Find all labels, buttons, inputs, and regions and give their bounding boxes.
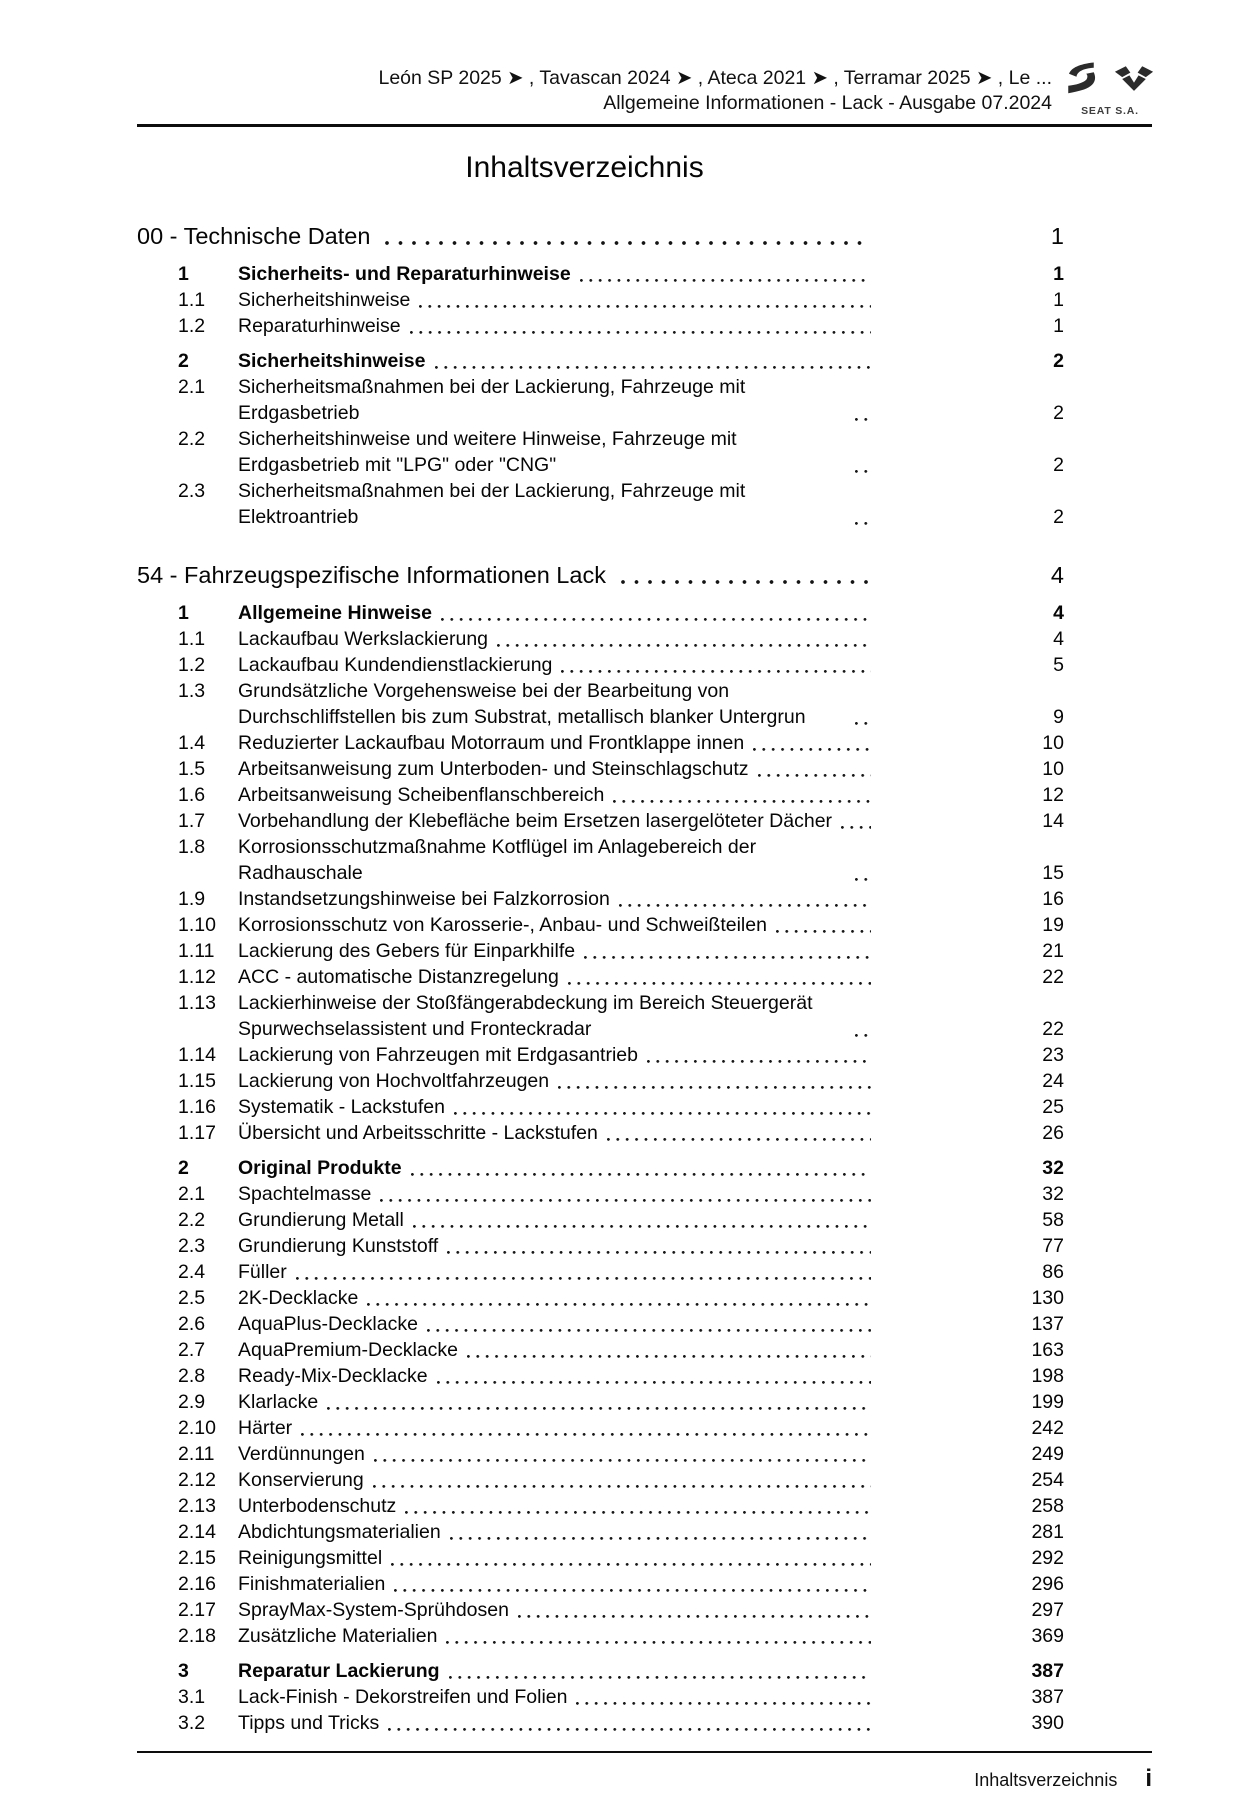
entry-number: 2: [178, 1157, 189, 1179]
entry-page-number: 281: [1031, 1521, 1064, 1543]
entry-page-number: 137: [1031, 1313, 1064, 1335]
entry-page-number: 254: [1031, 1469, 1064, 1491]
dot-leader: [758, 774, 871, 777]
toc-entry-row: [137, 1363, 1152, 1389]
toc-entry-row: [137, 1068, 1152, 1094]
entry-page-number: 387: [1031, 1660, 1064, 1682]
entry-number: 1.11: [178, 940, 215, 962]
entry-title: Systematik - Lackstufen: [238, 1096, 445, 1118]
toc-entry-row: [137, 1467, 1152, 1493]
chapter-label: 00 - Technische Daten: [137, 223, 371, 249]
entry-number: 1.6: [178, 784, 206, 806]
entry-title: Grundierung Metall: [238, 1209, 404, 1231]
entry-page-number: 242: [1031, 1417, 1064, 1439]
entry-number: 1.3: [178, 680, 206, 702]
entry-page-number: 2: [1053, 350, 1064, 372]
toc-entry-row: [137, 1545, 1152, 1571]
entry-title: Sicherheitshinweise: [238, 350, 426, 372]
entry-page-number: 258: [1031, 1495, 1064, 1517]
entry-number: 2.6: [178, 1313, 206, 1335]
toc-entry-row: [137, 1684, 1152, 1710]
dot-leader: [584, 956, 871, 959]
entry-title: Finishmaterialien: [238, 1573, 386, 1595]
dot-leader: [367, 1303, 871, 1306]
dot-leader: [447, 1251, 871, 1254]
entry-title: SprayMax-System-Sprühdosen: [238, 1599, 509, 1621]
toc-entry-row: [137, 1337, 1152, 1363]
page-header: [137, 0, 1152, 117]
toc-entry-row: [137, 478, 1152, 530]
entry-title: Arbeitsanweisung zum Unterboden- und Steinschlagschutz: [238, 758, 749, 780]
toc-entry-row: [137, 1094, 1152, 1120]
entry-page-number: 199: [1031, 1391, 1064, 1413]
entry-page-number: 296: [1031, 1573, 1064, 1595]
toc-entry-row: [137, 287, 1152, 313]
toc-entry-row: [137, 990, 1152, 1042]
entry-title: Unterbodenschutz: [238, 1495, 397, 1517]
toc: [137, 220, 1152, 1736]
chapter-page-number: 1: [1050, 223, 1064, 249]
entry-page-number: 4: [1053, 602, 1064, 624]
entry-number: 1.1: [178, 628, 206, 650]
entry-title: Arbeitsanweisung Scheibenflanschbereich: [238, 784, 605, 806]
entry-title: Sicherheitsmaßnahmen bei der Lackierung, Fahrzeuge mit Erdgasbetrieb: [238, 376, 746, 424]
toc-entry-row: [137, 1519, 1152, 1545]
header-text: [378, 66, 1052, 116]
entry-title: Sicherheitsmaßnahmen bei der Lackierung, Fahrzeuge mit Elektroantrieb: [238, 480, 746, 528]
toc-entry-row: [137, 1233, 1152, 1259]
entry-page-number: 26: [1042, 1122, 1064, 1144]
dot-leader: [385, 241, 869, 245]
dot-leader: [394, 1589, 871, 1592]
header-models-line: León SP 2025 ➤ , Tavascan 2024 ➤ , Ateca 2021 ➤ , Terramar 2025 ➤ , Le ...: [378, 67, 1052, 89]
brand-logos: [1068, 60, 1152, 102]
entry-page-number: 58: [1042, 1209, 1064, 1231]
toc-chapter-row: [137, 559, 1152, 591]
entry-number: 2.3: [178, 480, 206, 502]
dot-leader: [855, 1034, 871, 1037]
entry-page-number: 1: [1053, 263, 1064, 285]
footer-label: Inhaltsverzeichnis: [974, 1770, 1118, 1790]
entry-number: 2.8: [178, 1365, 206, 1387]
entry-page-number: 2: [1053, 454, 1064, 476]
toc-entry-row: [137, 756, 1152, 782]
entry-page-number: 297: [1031, 1599, 1064, 1621]
toc-entry-row: [137, 626, 1152, 652]
dot-leader: [647, 1060, 871, 1063]
entry-title: Grundierung Kunststoff: [238, 1235, 439, 1257]
entry-page-number: 12: [1042, 784, 1064, 806]
dot-leader: [619, 904, 871, 907]
entry-page-number: 5: [1053, 654, 1064, 676]
entry-title: 2K-Decklacke: [238, 1287, 359, 1309]
entry-title: Korrosionsschutz von Karosserie-, Anbau- und Schweißteilen: [238, 914, 767, 936]
dot-leader: [855, 722, 871, 725]
dot-leader: [450, 1537, 871, 1540]
dot-leader: [373, 1485, 871, 1488]
entry-page-number: 130: [1031, 1287, 1064, 1309]
dot-leader: [435, 366, 872, 369]
dot-leader: [841, 826, 871, 829]
toc-entry-row: [137, 1181, 1152, 1207]
dot-leader: [621, 580, 869, 584]
entry-number: 2.16: [178, 1573, 216, 1595]
entry-number: 2.7: [178, 1339, 206, 1361]
entry-page-number: 23: [1042, 1044, 1064, 1066]
entry-number: 2.2: [178, 1209, 206, 1231]
entry-number: 1.13: [178, 992, 216, 1014]
seat-logo-icon: [1066, 61, 1096, 102]
entry-number: 2.9: [178, 1391, 206, 1413]
entry-number: 1.5: [178, 758, 206, 780]
entry-number: 1.9: [178, 888, 206, 910]
entry-title: Füller: [238, 1261, 287, 1283]
entry-page-number: 21: [1042, 940, 1064, 962]
entry-number: 2.5: [178, 1287, 206, 1309]
toc-entry-row: [137, 1623, 1152, 1649]
entry-number: 1.4: [178, 732, 206, 754]
dot-leader: [776, 930, 871, 933]
toc-entry-row: [137, 1259, 1152, 1285]
entry-number: 1.17: [178, 1122, 216, 1144]
entry-title: Lackierhinweise der Stoßfängerabdeckung im Bereich Steuergerät Spurwechselassistent und Fronteckradar: [238, 992, 813, 1040]
entry-title: Zusätzliche Materialien: [238, 1625, 438, 1647]
toc-entry-row: [137, 1571, 1152, 1597]
toc-entry-row: [137, 426, 1152, 478]
entry-title: Härter: [238, 1417, 293, 1439]
entry-title: Verdünnungen: [238, 1443, 365, 1465]
entry-page-number: 16: [1042, 888, 1064, 910]
toc-entry-row: [137, 1120, 1152, 1146]
entry-title: Ready-Mix-Decklacke: [238, 1365, 428, 1387]
dot-leader: [576, 1702, 871, 1705]
entry-number: 1.2: [178, 315, 206, 337]
dot-leader: [558, 1086, 871, 1089]
entry-number: 3.2: [178, 1712, 206, 1734]
entry-page-number: 10: [1042, 758, 1064, 780]
dot-leader: [855, 418, 871, 421]
toc-entry-row: [137, 1207, 1152, 1233]
entry-page-number: 198: [1031, 1365, 1064, 1387]
toc-entry-row: [137, 938, 1152, 964]
dot-leader: [855, 878, 871, 881]
entry-title: ACC - automatische Distanzregelung: [238, 966, 559, 988]
entry-number: 1.8: [178, 836, 206, 858]
entry-number: 2.15: [178, 1547, 216, 1569]
header-subtitle-line: Allgemeine Informationen - Lack - Ausgabe 07.2024: [603, 92, 1052, 114]
entry-number: 2.18: [178, 1625, 216, 1647]
entry-title: Reduzierter Lackaufbau Motorraum und Frontklappe innen: [238, 732, 745, 754]
toc-entry-row: [137, 313, 1152, 339]
entry-number: 2.12: [178, 1469, 216, 1491]
entry-number: 1.14: [178, 1044, 216, 1066]
entry-title: Vorbehandlung der Klebefläche beim Ersetzen lasergelöteter Dächer: [238, 810, 833, 832]
entry-page-number: 9: [1053, 706, 1064, 728]
entry-page-number: 369: [1031, 1625, 1064, 1647]
dot-leader: [437, 1381, 871, 1384]
entry-title: Sicherheitshinweise und weitere Hinweise, Fahrzeuge mit Erdgasbetrieb mit "LPG" oder "CNG": [238, 428, 737, 476]
entry-page-number: 292: [1031, 1547, 1064, 1569]
dot-leader: [296, 1277, 871, 1280]
entry-page-number: 387: [1031, 1686, 1064, 1708]
entry-number: 2.13: [178, 1495, 216, 1517]
entry-number: 2.3: [178, 1235, 206, 1257]
dot-leader: [441, 618, 871, 621]
entry-title: Klarlacke: [238, 1391, 319, 1413]
entry-title: Spachtelmasse: [238, 1183, 372, 1205]
entry-title: Sicherheitshinweise: [238, 289, 411, 311]
entry-title: Konservierung: [238, 1469, 364, 1491]
entry-number: 2.1: [178, 376, 206, 398]
dot-leader: [446, 1641, 871, 1644]
entry-title: AquaPlus-Decklacke: [238, 1313, 418, 1335]
toc-entry-row: [137, 1389, 1152, 1415]
dot-leader: [410, 331, 871, 334]
entry-page-number: 4: [1053, 628, 1064, 650]
entry-number: 2: [178, 350, 189, 372]
toc-entry-row: [137, 652, 1152, 678]
entry-page-number: 22: [1042, 966, 1064, 988]
dot-leader: [374, 1459, 871, 1462]
page-title: Inhaltsverzeichnis: [465, 151, 704, 184]
entry-number: 1.7: [178, 810, 206, 832]
dot-leader: [518, 1615, 871, 1618]
toc-entry-row: [137, 886, 1152, 912]
toc-entry-row: [137, 1441, 1152, 1467]
footer-page-number: i: [1145, 1765, 1152, 1792]
toc-entry-row: [137, 782, 1152, 808]
toc-entry-row: [137, 1285, 1152, 1311]
entry-number: 3: [178, 1660, 189, 1682]
toc-entry-row: [137, 1597, 1152, 1623]
entry-page-number: 249: [1031, 1443, 1064, 1465]
dot-leader: [561, 670, 871, 673]
entry-title: Abdichtungsmaterialien: [238, 1521, 441, 1543]
entry-page-number: 32: [1042, 1157, 1064, 1179]
entry-title: Reinigungsmittel: [238, 1547, 383, 1569]
entry-page-number: 1: [1053, 315, 1064, 337]
entry-title: Tipps und Tricks: [238, 1712, 380, 1734]
entry-number: 1.16: [178, 1096, 216, 1118]
toc-entry-row: [137, 1493, 1152, 1519]
dot-leader: [855, 522, 871, 525]
entry-title: Reparaturhinweise: [238, 315, 401, 337]
toc-entry-row: [137, 912, 1152, 938]
toc-section-row: [137, 1658, 1152, 1684]
toc-section-row: [137, 348, 1152, 374]
toc-entry-row: [137, 808, 1152, 834]
dot-leader: [454, 1112, 871, 1115]
entry-page-number: 163: [1031, 1339, 1064, 1361]
cupra-logo-icon: [1114, 64, 1154, 99]
entry-number: 2.11: [178, 1443, 215, 1465]
dot-leader: [327, 1407, 871, 1410]
entry-title: Korrosionsschutzmaßnahme Kotflügel im Anlagebereich der Radhauschale: [238, 836, 757, 884]
entry-number: 2.17: [178, 1599, 216, 1621]
entry-number: 1.1: [178, 289, 206, 311]
entry-title: Lackierung des Gebers für Einparkhilfe: [238, 940, 576, 962]
dot-leader: [301, 1433, 871, 1436]
entry-page-number: 2: [1053, 506, 1064, 528]
toc-entry-row: [137, 834, 1152, 886]
entry-page-number: 86: [1042, 1261, 1064, 1283]
dot-leader: [380, 1199, 871, 1202]
dot-leader: [449, 1676, 871, 1679]
entry-number: 1.12: [178, 966, 216, 988]
entry-page-number: 14: [1042, 810, 1064, 832]
toc-entry-row: [137, 678, 1152, 730]
entry-page-number: 10: [1042, 732, 1064, 754]
page-footer: [137, 1765, 1152, 1793]
toc-entry-row: [137, 730, 1152, 756]
entry-page-number: 22: [1042, 1018, 1064, 1040]
toc-section-row: [137, 1155, 1152, 1181]
entry-title: Grundsätzliche Vorgehensweise bei der Bearbeitung von Durchschliffstellen bis zum Substrat, metallisch blanker Untergrun: [238, 680, 806, 728]
entry-title: Lackaufbau Werkslackierung: [238, 628, 489, 650]
dot-leader: [427, 1329, 871, 1332]
entry-number: 2.14: [178, 1521, 216, 1543]
entry-title: AquaPremium-Decklacke: [238, 1339, 458, 1361]
chapter-page-number: 4: [1050, 562, 1064, 588]
entry-page-number: 2: [1053, 402, 1064, 424]
toc-entry-row: [137, 1710, 1152, 1736]
dot-leader: [497, 644, 871, 647]
entry-number: 2.1: [178, 1183, 206, 1205]
toc-entry-row: [137, 964, 1152, 990]
entry-title: Original Produkte: [238, 1157, 402, 1179]
entry-number: 1: [178, 602, 189, 624]
dot-leader: [405, 1511, 871, 1514]
entry-number: 1.15: [178, 1070, 216, 1092]
dot-leader: [613, 800, 871, 803]
entry-title: Lackaufbau Kundendienstlackierung: [238, 654, 553, 676]
entry-number: 1.2: [178, 654, 206, 676]
entry-title: Übersicht und Arbeitsschritte - Lackstufen: [238, 1122, 598, 1144]
dot-leader: [607, 1138, 871, 1141]
toc-section-row: [137, 600, 1152, 626]
entry-title: Lackierung von Hochvoltfahrzeugen: [238, 1070, 550, 1092]
entry-title: Lackierung von Fahrzeugen mit Erdgasantrieb: [238, 1044, 638, 1066]
dot-leader: [388, 1728, 871, 1731]
toc-section-row: [137, 261, 1152, 287]
entry-number: 1.10: [178, 914, 216, 936]
entry-page-number: 25: [1042, 1096, 1064, 1118]
entry-page-number: 390: [1031, 1712, 1064, 1734]
entry-number: 2.2: [178, 428, 206, 450]
dot-leader: [580, 279, 871, 282]
toc-chapter-row: [137, 220, 1152, 252]
toc-entry-row: [137, 374, 1152, 426]
entry-title: Instandsetzungshinweise bei Falzkorrosion: [238, 888, 610, 910]
toc-entry-row: [137, 1311, 1152, 1337]
entry-title: Lack-Finish - Dekorstreifen und Folien: [238, 1686, 568, 1708]
entry-page-number: 15: [1042, 862, 1064, 884]
entry-page-number: 19: [1042, 914, 1064, 936]
entry-page-number: 1: [1053, 289, 1064, 311]
dot-leader: [419, 305, 871, 308]
company-name: SEAT S.A.: [1081, 105, 1139, 117]
entry-page-number: 77: [1042, 1235, 1064, 1257]
entry-title: Reparatur Lackierung: [238, 1660, 440, 1682]
dot-leader: [753, 748, 871, 751]
toc-entry-row: [137, 1415, 1152, 1441]
dot-leader: [391, 1563, 871, 1566]
entry-number: 3.1: [178, 1686, 206, 1708]
dot-leader: [413, 1225, 871, 1228]
entry-number: 1: [178, 263, 189, 285]
dot-leader: [411, 1173, 871, 1176]
toc-entry-row: [137, 1042, 1152, 1068]
chapter-label: 54 - Fahrzeugspezifische Informationen Lack: [137, 562, 606, 588]
entry-title: Allgemeine Hinweise: [238, 602, 432, 624]
entry-page-number: 24: [1042, 1070, 1064, 1092]
entry-number: 2.10: [178, 1417, 216, 1439]
entry-page-number: 32: [1042, 1183, 1064, 1205]
header-rule: [137, 124, 1152, 127]
dot-leader: [467, 1355, 871, 1358]
brand-logo-block: [1068, 60, 1152, 117]
dot-leader: [855, 470, 871, 473]
entry-title: Sicherheits- und Reparaturhinweise: [238, 263, 571, 285]
dot-leader: [568, 982, 871, 985]
entry-number: 2.4: [178, 1261, 206, 1283]
